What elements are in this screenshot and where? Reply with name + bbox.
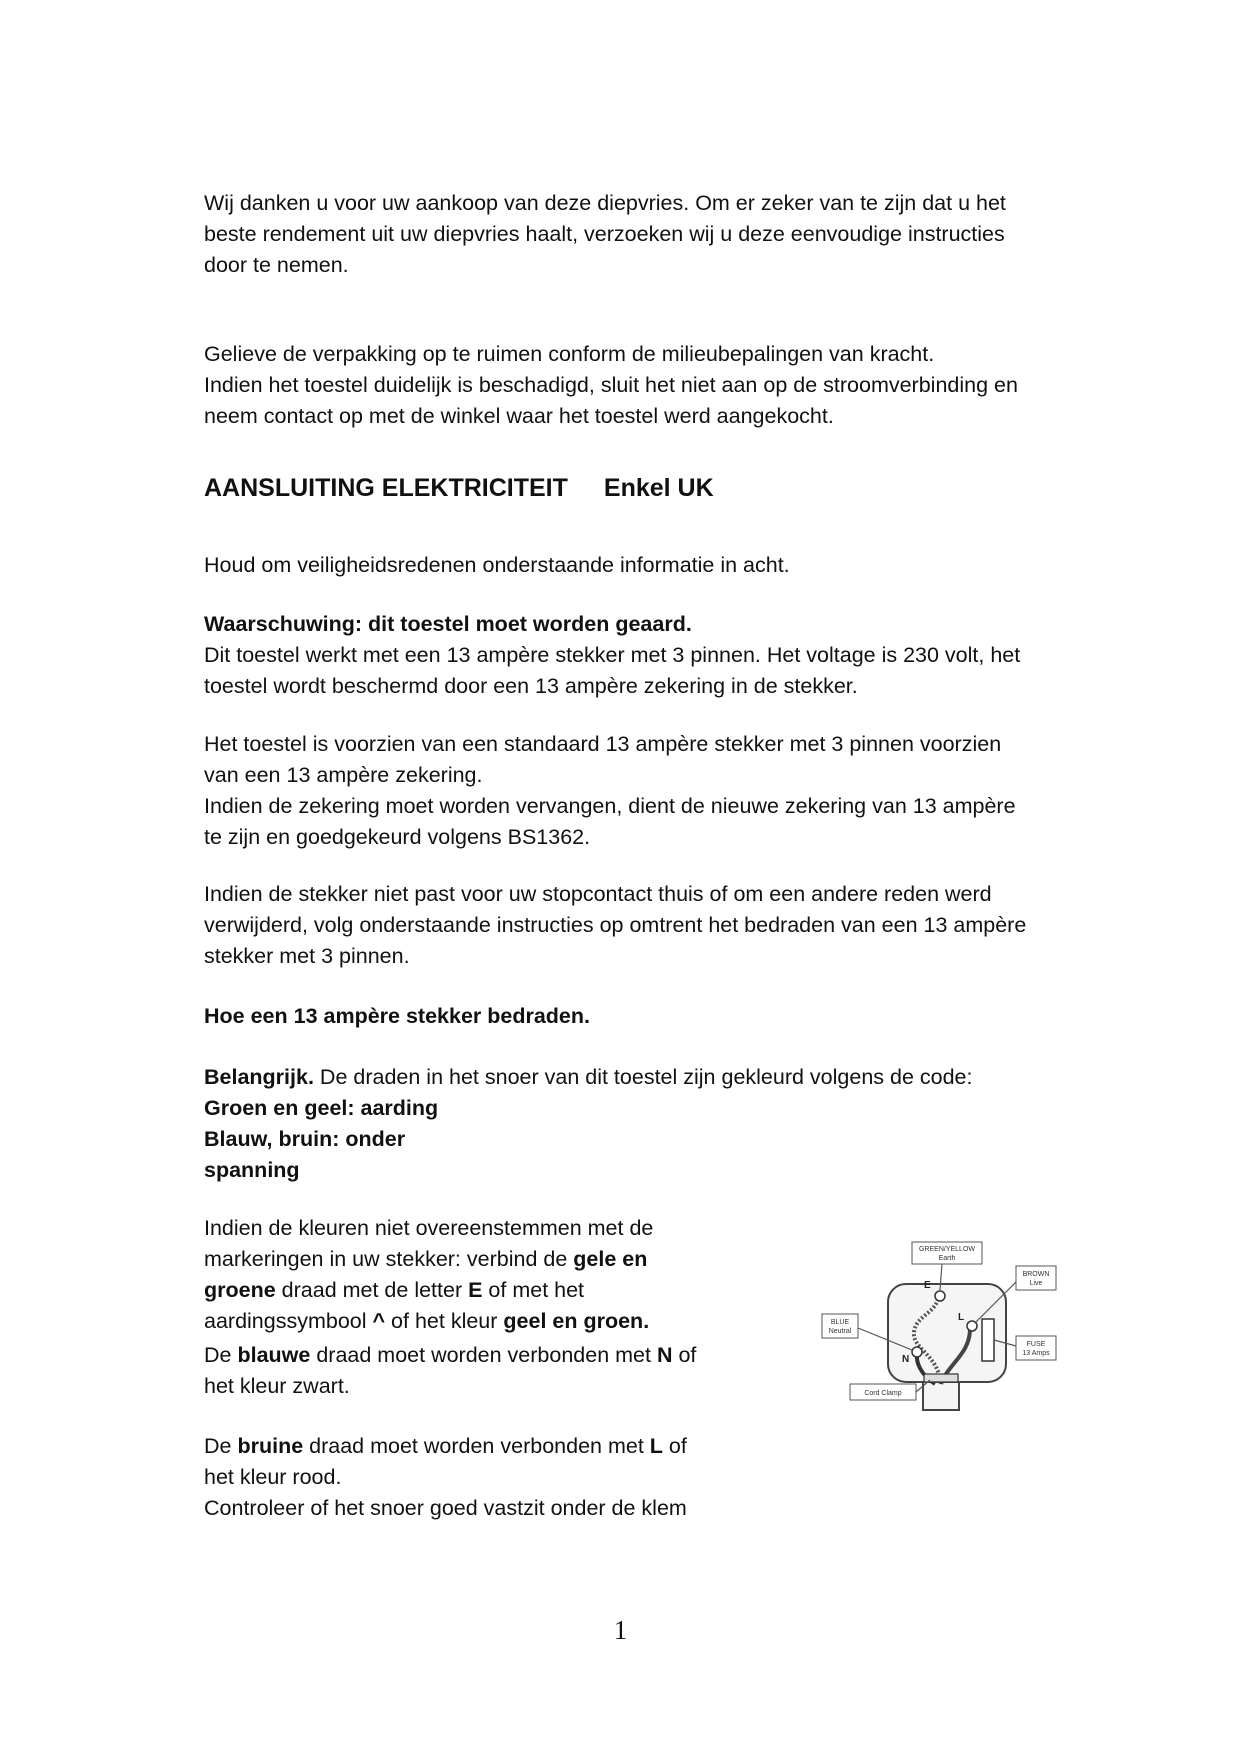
color-code-earth: Groen en geel: aarding <box>204 1096 439 1120</box>
label-green-yellow: GREEN/YELLOW <box>918 1246 976 1253</box>
color-code-continued: spanning <box>204 1158 300 1182</box>
label-brown: BROWN <box>1022 1271 1050 1278</box>
neutral-wire-line: De blauwe draad moet worden verbonden met N of <box>204 1343 697 1367</box>
diagram-letter-e: E <box>924 1280 931 1291</box>
neutral-wire-paragraph <box>204 1340 764 1402</box>
wiring-title <box>204 1001 1104 1032</box>
earth-wire-line: Indien de kleuren niet overeenstemmen met de <box>204 1216 654 1240</box>
color-code-live-neutral: Blauw, bruin: onder <box>204 1127 406 1151</box>
packaging-line: Gelieve de verpakking op te ruimen conform de milieubepalingen van kracht. <box>204 342 935 366</box>
neutral-terminal <box>912 1347 922 1357</box>
diagram-letter-n: N <box>902 1354 910 1365</box>
section-heading <box>204 474 714 503</box>
earth-wire-line: markeringen in uw stekker: verbind de gele en <box>204 1247 648 1271</box>
packaging-line: neem contact op met de winkel waar het toestel werd aangekocht. <box>204 404 834 428</box>
important-label: Belangrijk. <box>204 1065 314 1089</box>
fuse <box>982 1319 994 1361</box>
intro-line: beste rendement uit uw diepvries haalt, verzoeken wij u deze eenvoudige instructies <box>204 222 1005 246</box>
live-wire-line: De bruine draad moet worden verbonden met L of <box>204 1434 687 1458</box>
diagram-letter-l: L <box>958 1312 965 1323</box>
label-blue: BLUE <box>830 1319 850 1326</box>
neutral-wire-line: het kleur zwart. <box>204 1374 350 1398</box>
earth-terminal <box>935 1291 945 1301</box>
plug-info-line: Indien de zekering moet worden vervangen, dient de nieuwe zekering van 13 ampère <box>204 794 1016 818</box>
plug-info-line: van een 13 ampère zekering. <box>204 763 483 787</box>
intro-paragraph <box>204 188 1104 281</box>
packaging-paragraph <box>204 339 1104 432</box>
live-wire-paragraph <box>204 1431 764 1524</box>
label-cord-clamp: Cord Clamp <box>864 1390 902 1397</box>
heading-subtitle: Enkel UK <box>603 474 714 502</box>
warning-line: toestel wordt beschermd door een 13 ampère zekering in de stekker. <box>204 674 858 698</box>
packaging-line: Indien het toestel duidelijk is beschadigd, sluit het niet aan op de stroomverbinding en <box>204 373 1018 397</box>
earth-wire-line: aardingssymbool ^ of het kleur geel en groen. <box>204 1309 650 1333</box>
wiring-title-text: Hoe een 13 ampère stekker bedraden. <box>204 1004 590 1028</box>
label-amps: 13 Amps <box>1022 1350 1050 1357</box>
plug-info-line: Het toestel is voorzien van een standaard 13 ampère stekker met 3 pinnen voorzien <box>204 732 1002 756</box>
heading-title: AANSLUITING ELEKTRICITEIT <box>204 474 568 502</box>
safety-note <box>204 550 1104 581</box>
removal-paragraph <box>204 879 1104 972</box>
warning-title: Waarschuwing: dit toestel moet worden geaard. <box>204 612 692 636</box>
removal-line: Indien de stekker niet past voor uw stopcontact thuis of om een andere reden werd <box>204 882 992 906</box>
plug-info-line: te zijn en goedgekeurd volgens BS1362. <box>204 825 591 849</box>
removal-line: verwijderd, volg onderstaande instructies op omtrent het bedraden van een 13 ampère <box>204 913 1027 937</box>
plug-info-paragraph <box>204 729 1104 853</box>
live-wire-line: Controleer of het snoer goed vastzit onder de klem <box>204 1496 687 1520</box>
page-number: 1 <box>613 1615 628 1645</box>
cord-outlet <box>923 1382 959 1410</box>
warning-paragraph <box>204 609 1104 702</box>
label-neutral: Neutral <box>828 1328 852 1335</box>
plug-wiring-diagram <box>820 1234 1070 1414</box>
label-fuse: FUSE <box>1026 1341 1046 1348</box>
intro-line: door te nemen. <box>204 253 349 277</box>
important-paragraph <box>204 1062 1104 1186</box>
earth-wire-line: groene draad met de letter E of met het <box>204 1278 585 1302</box>
intro-line: Wij danken u voor uw aankoop van deze diepvries. Om er zeker van te zijn dat u het <box>204 191 1006 215</box>
removal-line: stekker met 3 pinnen. <box>204 944 410 968</box>
earth-wire-paragraph <box>204 1213 764 1337</box>
live-wire-line: het kleur rood. <box>204 1465 342 1489</box>
live-terminal <box>967 1321 977 1331</box>
label-earth: Earth <box>938 1255 956 1262</box>
safety-note-text: Houd om veiligheidsredenen onderstaande informatie in acht. <box>204 553 790 577</box>
important-text: De draden in het snoer van dit toestel zijn gekleurd volgens de code: <box>313 1065 973 1089</box>
warning-line: Dit toestel werkt met een 13 ampère stekker met 3 pinnen. Het voltage is 230 volt, het <box>204 643 1021 667</box>
label-live: Live <box>1029 1280 1043 1287</box>
